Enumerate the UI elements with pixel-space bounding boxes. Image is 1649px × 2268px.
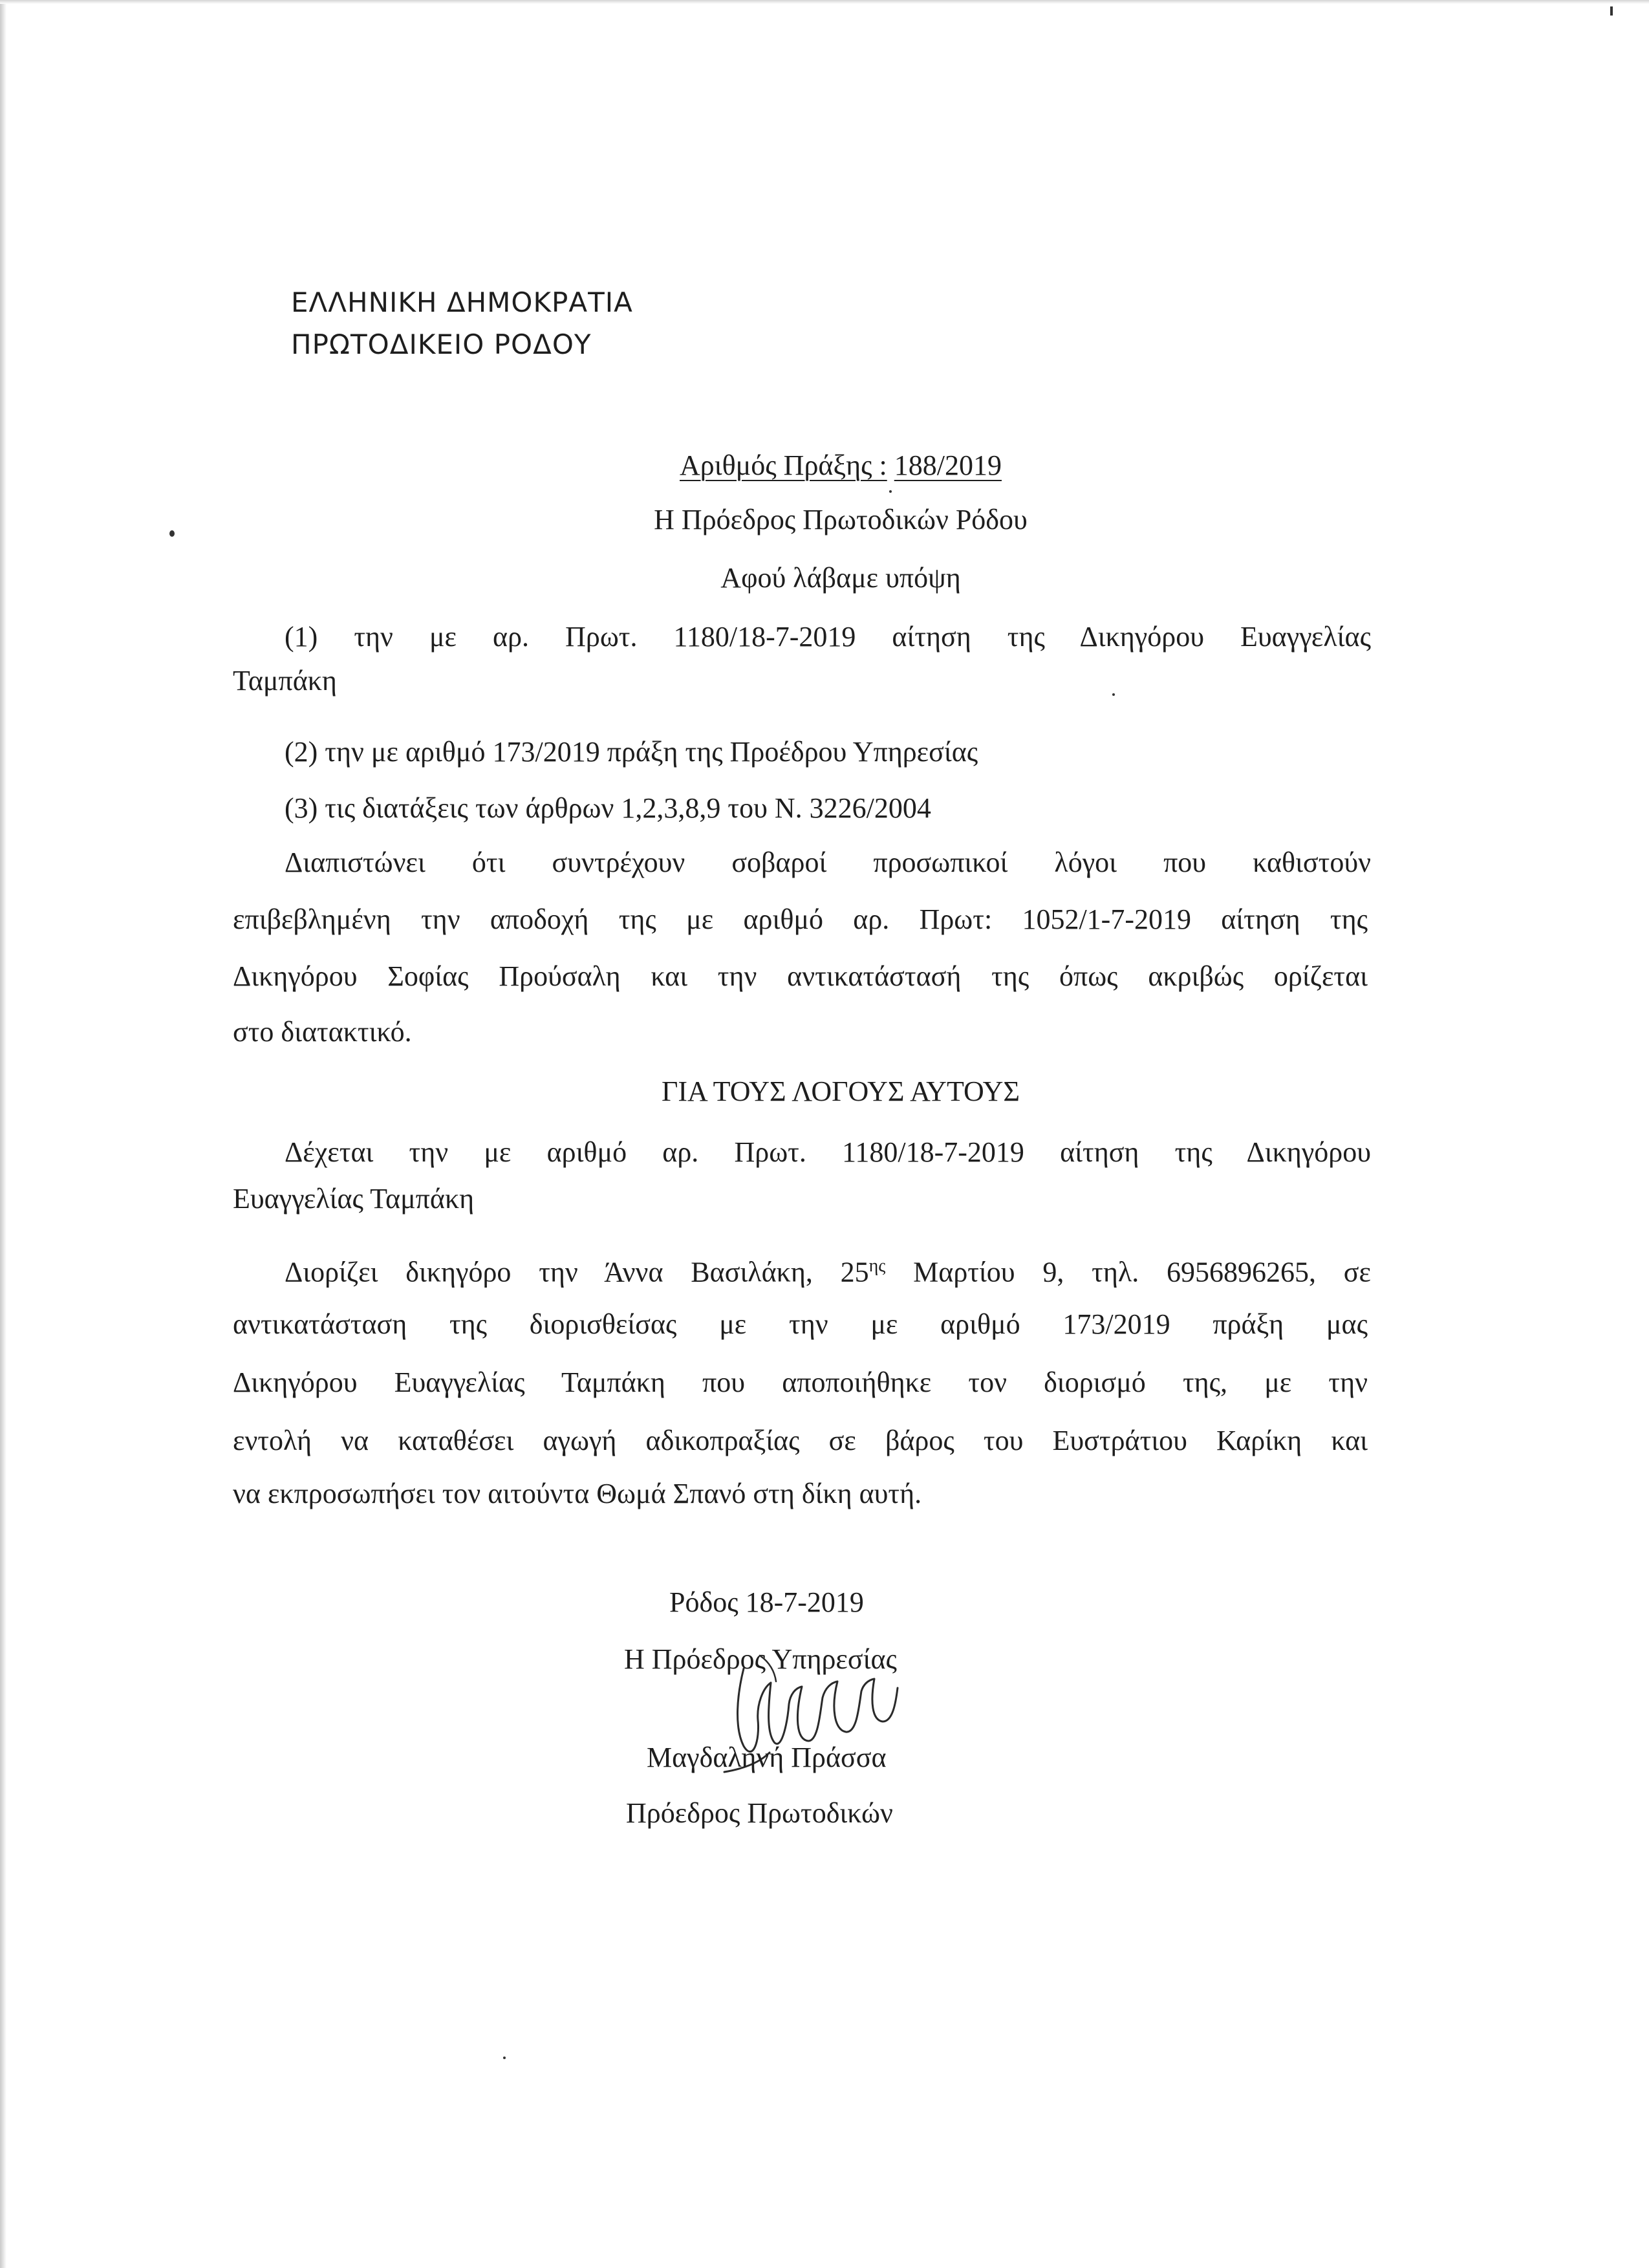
scan-speck [1112, 693, 1115, 696]
decision-appoints-line: εντολή να καταθέσει αγωγή αδικοπραξίας σε βάρος του Ευστράτιου Καρίκη και [233, 1425, 1368, 1456]
act-number-label: Αριθμός Πράξης : [680, 449, 887, 481]
appoints-ordinal: ης [868, 1256, 886, 1276]
scan-edge [0, 0, 6, 2268]
consideration-1: (1) την με αρ. Πρωτ. 1180/18-7-2019 αίτηση της Δικηγόρου Ευαγγελίας [285, 621, 1371, 653]
appoints-text-b: Μαρτίου 9, τηλ. 6956896265, σε [913, 1256, 1371, 1288]
decision-appoints-line: Δικηγόρου Ευαγγελίας Ταμπάκη που αποποιήθηκε τον διορισμό της, με την [233, 1366, 1368, 1398]
finding-line: στο διατακτικό. [233, 1016, 412, 1048]
decision-appoints-line: να εκπροσωπήσει τον αιτούντα Θωμά Σπανό στη δίκη αυτή. [233, 1478, 922, 1509]
finding-line: Δικηγόρου Σοφίας Προύσαλη και την αντικατάστασή της όπως ακριβώς ορίζεται [233, 960, 1368, 992]
decision-appoints [285, 1248, 1371, 1291]
decision-accepts-cont: Ευαγγελίας Ταμπάκη [233, 1183, 475, 1215]
scan-speck [889, 490, 892, 493]
scan-speck [169, 530, 175, 537]
consideration-2: (2) την με αριθμό 173/2019 πράξη της Προέδρου Υπηρεσίας [285, 736, 978, 768]
act-considering: Αφού λάβαμε υπόψη [720, 562, 961, 594]
reasons-heading: ΓΙΑ ΤΟΥΣ ΛΟΓΟΥΣ ΑΥΤΟΥΣ [661, 1075, 1020, 1107]
finding-line: Διαπιστώνει ότι συντρέχουν σοβαροί προσωπικοί λόγοι που καθιστούν [285, 847, 1371, 878]
act-number [517, 448, 1164, 484]
scan-speck [503, 2057, 506, 2059]
decision-accepts: Δέχεται την με αριθμό αρ. Πρωτ. 1180/18-7-2019 αίτηση της Δικηγόρου [285, 1136, 1371, 1168]
signatory-role: Η Πρόεδρος Υπηρεσίας [624, 1643, 897, 1675]
finding-line: επιβεβλημένη την αποδοχή της με αριθμό αρ. Πρωτ: 1052/1-7-2019 αίτηση της [233, 903, 1368, 935]
act-number-value: 188/2019 [894, 449, 1002, 481]
signatory-name: Μαγδαληνή Πράσσα [647, 1742, 887, 1773]
consideration-1-cont: Ταμπάκη [233, 665, 337, 697]
scan-speck [1610, 6, 1613, 16]
signatory-title: Πρόεδρος Πρωτοδικών [626, 1797, 893, 1829]
act-issuer: Η Πρόεδρος Πρωτοδικών Ρόδου [654, 504, 1028, 535]
scan-edge [0, 0, 1649, 4]
header-court: ΠΡΩΤΟΔΙΚΕΙΟ ΡΟΔΟΥ [291, 329, 592, 360]
appoints-text-a: Διορίζει δικηγόρο την Άννα Βασιλάκη, 25 [285, 1256, 869, 1288]
header-country: ΕΛΛΗΝΙΚΗ ΔΗΜΟΚΡΑΤΙΑ [291, 286, 633, 318]
decision-appoints-line: αντικατάσταση της διορισθείσας με την με αριθμό 173/2019 πράξη μας [233, 1308, 1368, 1340]
consideration-3: (3) τις διατάξεις των άρθρων 1,2,3,8,9 του Ν. 3226/2004 [285, 792, 931, 824]
place-date: Ρόδος 18-7-2019 [669, 1586, 864, 1618]
